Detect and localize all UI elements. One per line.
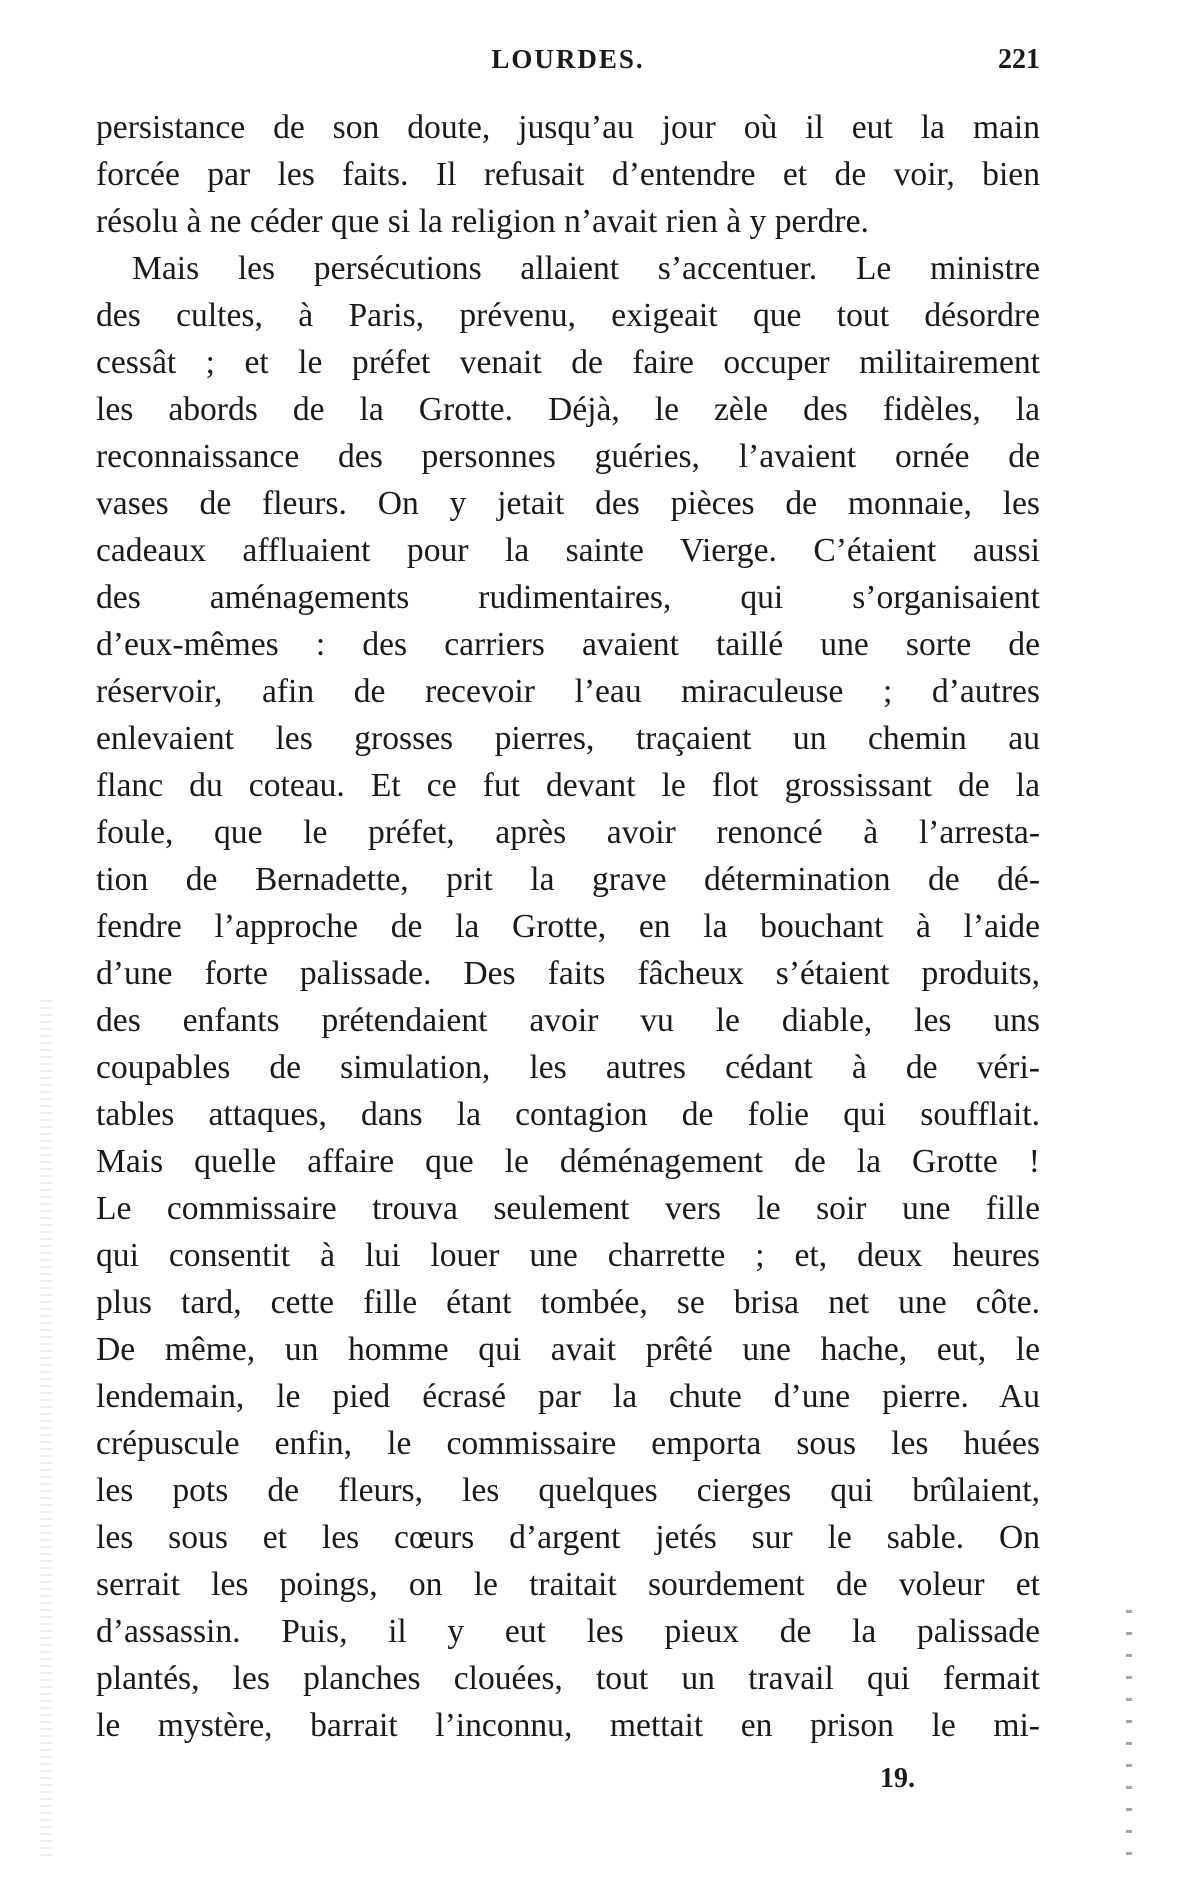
text-line: cadeaux affluaient pour la sainte Vierge. C’étaient aussi [96,532,1040,569]
text-line: fendre l’approche de la Grotte, en la bouchant à l’aide [96,908,1040,945]
text-line: tables attaques, dans la contagion de folie qui soufflait. [96,1096,1040,1133]
text-line: Mais les persécutions allaient s’accentuer. Le ministre [132,250,1040,287]
text-line: tion de Bernadette, prit la grave détermination de dé- [96,861,1040,898]
text-line: Mais quelle affaire que le déménagement de la Grotte ! [96,1143,1040,1180]
running-head [96,44,1040,84]
text-line: plantés, les planches clouées, tout un travail qui fermait [96,1660,1040,1697]
text-line: les abords de la Grotte. Déjà, le zèle des fidèles, la [96,391,1040,428]
text-line: d’assassin. Puis, il y eut les pieux de la palissade [96,1613,1040,1650]
text-line: lendemain, le pied écrasé par la chute d’une pierre. Au [96,1378,1040,1415]
text-line: réservoir, afin de recevoir l’eau miraculeuse ; d’autres [96,673,1040,710]
text-line: forcée par les faits. Il refusait d’entendre et de voir, bien [96,156,1040,193]
text-line: des aménagements rudimentaires, qui s’organisaient [96,579,1040,616]
text-line: qui consentit à lui louer une charrette ; et, deux heures [96,1237,1040,1274]
text-line: les sous et les cœurs d’argent jetés sur le sable. On [96,1519,1040,1556]
text-line: d’eux-mêmes : des carriers avaient taillé une sorte de [96,626,1040,663]
text-line: serrait les poings, on le traitait sourdement de voleur et [96,1566,1040,1603]
text-line: enlevaient les grosses pierres, traçaient un chemin au [96,720,1040,757]
text-line: reconnaissance des personnes guéries, l’avaient ornée de [96,438,1040,475]
text-line: résolu à ne céder que si la religion n’avait rien à y perdre. [96,203,869,240]
scan-noise-right [1126,1610,1132,1860]
text-line: des enfants prétendaient avoir vu le diable, les uns [96,1002,1040,1039]
text-line: crépuscule enfin, le commissaire emporta sous les huées [96,1425,1040,1462]
text-line: persistance de son doute, jusqu’au jour où il eut la main [96,109,1040,146]
text-line: le mystère, barrait l’inconnu, mettait en prison le mi- [96,1707,1040,1744]
text-line: flanc du coteau. Et ce fut devant le flot grossissant de la [96,767,1040,804]
text-line: vases de fleurs. On y jetait des pièces de monnaie, les [96,485,1040,522]
body-text [96,104,1040,1749]
running-title: LOURDES. [491,44,645,74]
text-line: Le commissaire trouva seulement vers le soir une fille [96,1190,1040,1227]
page-number: 221 [998,44,1040,75]
signature-mark: 19. [880,1763,915,1794]
text-line: coupables de simulation, les autres cédant à de véri- [96,1049,1040,1086]
text-line: foule, que le préfet, après avoir renoncé à l’arresta- [96,814,1040,851]
text-line: cessât ; et le préfet venait de faire occuper militairement [96,344,1040,381]
text-line: d’une forte palissade. Des faits fâcheux s’étaient produits, [96,955,1040,992]
text-line: des cultes, à Paris, prévenu, exigeait que tout désordre [96,297,1040,334]
text-line: plus tard, cette fille étant tombée, se brisa net une côte. [96,1284,1040,1321]
text-line: les pots de fleurs, les quelques cierges qui brûlaient, [96,1472,1040,1509]
text-line: De même, un homme qui avait prêté une hache, eut, le [96,1331,1040,1368]
scan-noise-left [40,1000,52,1860]
